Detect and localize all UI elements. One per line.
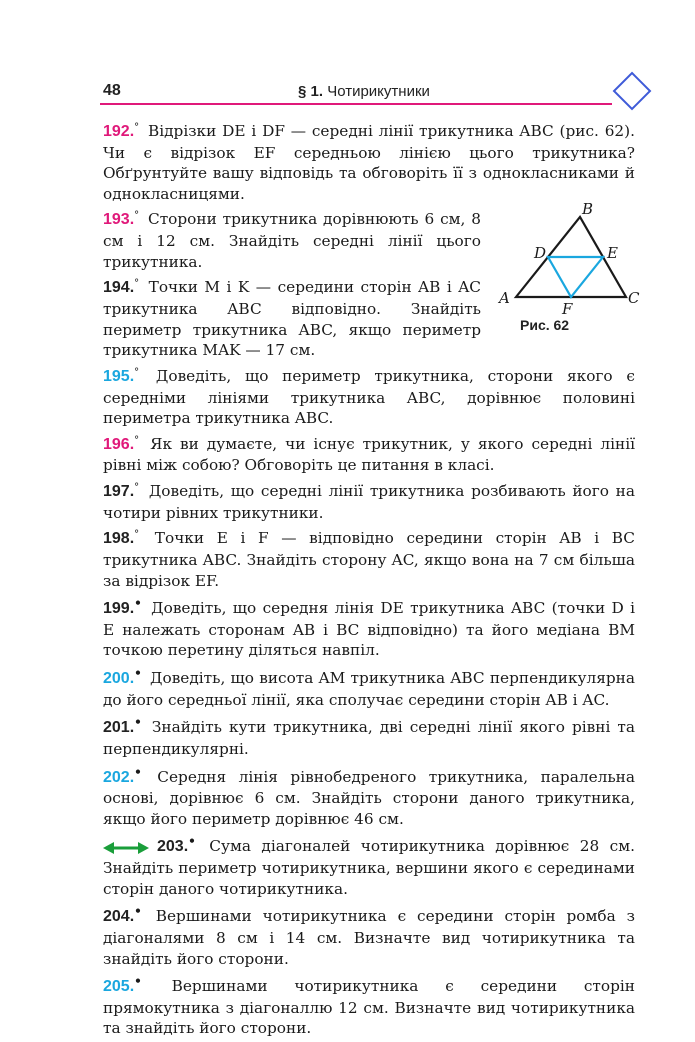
exercise-text: Знайдіть кути трикутника, дві середні лінії якого рівні та перпендикулярні. bbox=[103, 718, 635, 758]
label-d: D bbox=[534, 244, 547, 262]
difficulty-mark: ° bbox=[134, 122, 140, 133]
difficulty-mark: • bbox=[134, 715, 142, 730]
exercise-text: Доведіть, що висота AM трикутника ABC перпендикулярна до його середньої лінії, яка сполучає середини сторін AB і AC. bbox=[103, 669, 635, 709]
exercise-text: Середня лінія рівнобедреного трикутника, паралельна основі, дорівнює 6 см. Знайдіть сторони даного трикутника, якщо його периметр дорівнює 46 см. bbox=[103, 767, 635, 828]
exercise-number: 203. bbox=[157, 838, 189, 856]
exercise-number: 205. bbox=[103, 978, 135, 996]
difficulty-mark: ° bbox=[134, 366, 140, 378]
exercise-number: 197. bbox=[103, 483, 135, 501]
label-e: E bbox=[607, 244, 618, 262]
exercise-text: Як ви думаєте, чи існує трикутник, у якого середні лінії рівні між собою? Обговоріть це питання в класі. bbox=[103, 434, 635, 475]
exercise-204 bbox=[103, 901, 635, 969]
exercise-203 bbox=[103, 831, 635, 899]
difficulty-mark: • bbox=[134, 666, 142, 680]
difficulty-mark: ° bbox=[134, 481, 140, 493]
exercise-number: 198. bbox=[103, 530, 135, 548]
difficulty-mark: • bbox=[188, 834, 196, 849]
exercise-number: 202. bbox=[103, 768, 135, 786]
label-c: C bbox=[628, 289, 640, 307]
double-arrow-icon bbox=[103, 841, 149, 855]
section-title bbox=[298, 83, 430, 100]
exercise-number: 201. bbox=[103, 719, 135, 737]
exercise-number: 195. bbox=[103, 367, 135, 385]
page-header bbox=[0, 0, 695, 110]
exercise-text: Вершинами чотирикутника є середини сторін ромба з діагоналями 8 см і 14 см. Визначте вид чотирикутника та знайдіть його сторони. bbox=[103, 907, 635, 968]
diamond-icon bbox=[612, 71, 652, 111]
exercise-number: 200. bbox=[103, 670, 135, 688]
difficulty-mark: ° bbox=[134, 278, 140, 290]
exercise-193 bbox=[103, 206, 481, 272]
difficulty-mark: • bbox=[134, 974, 142, 989]
exercise-205 bbox=[103, 971, 635, 1039]
exercise-number: 204. bbox=[103, 908, 135, 926]
exercise-text: Сторони трикутника дорівнюють 6 см, 8 см і 12 см. Знайдіть середні лінії цього трикутника. bbox=[103, 210, 481, 271]
exercise-number: 196. bbox=[103, 435, 135, 453]
exercise-number: 199. bbox=[103, 600, 135, 618]
label-b: B bbox=[582, 200, 594, 218]
exercise-199 bbox=[103, 593, 635, 661]
page-number: 48 bbox=[103, 82, 121, 99]
difficulty-mark: • bbox=[134, 904, 142, 919]
exercise-text: Доведіть, що середні лінії трикутника розбивають його на чотири рівних трикутники. bbox=[103, 482, 635, 522]
exercise-196 bbox=[103, 431, 635, 476]
section-mark: § 1. bbox=[298, 83, 324, 100]
label-a: A bbox=[499, 289, 510, 307]
exercise-text: Точки M і K — середини сторін AB і AC трикутника ABC відповідно. Знайдіть периметр трикутника ABC, якщо периметр трикутника MAK — 17 см. bbox=[103, 278, 481, 360]
exercise-text: Вершинами чотирикутника є середини сторін прямокутника з діагоналлю 12 см. Визначте вид чотирикутника та знайдіть його сторони. bbox=[103, 977, 635, 1038]
difficulty-mark: ° bbox=[134, 210, 140, 222]
exercise-text: Доведіть, що середня лінія DE трикутника ABC (точки D і E належать сторонам AB і BC відповідно) та його медіана BM точкою перетину діляться навпіл. bbox=[103, 599, 635, 660]
exercise-text: Доведіть, що периметр трикутника, сторони якого є середніми лініями трикутника ABC, дорівнює половині периметра трикутника ABC. bbox=[103, 366, 635, 428]
figure-caption: Рис. 62 bbox=[520, 317, 570, 333]
exercise-198 bbox=[103, 525, 635, 591]
difficulty-mark: ° bbox=[134, 434, 140, 446]
difficulty-mark: • bbox=[134, 596, 142, 611]
section-title-text: Чотирикутники bbox=[327, 83, 430, 100]
header-rule bbox=[100, 103, 612, 105]
exercise-194 bbox=[103, 274, 481, 360]
exercise-text: Точки E і F — відповідно середини сторін AB і BC трикутника ABC. Знайдіть сторону AC, якщо вона на 7 см більша за відрізок EF. bbox=[103, 529, 635, 590]
difficulty-mark: ° bbox=[134, 529, 140, 541]
exercise-number: 193. bbox=[103, 211, 135, 229]
midline-triangle-def bbox=[548, 257, 603, 297]
exercise-number: 192. bbox=[103, 123, 135, 141]
exercise-text: Сума діагоналей чотирикутника дорівнює 28 см. Знайдіть периметр чотирикутника, вершини якого є серединами сторін даного чотирикутника. bbox=[103, 837, 635, 898]
exercise-195 bbox=[103, 363, 635, 429]
exercise-197 bbox=[103, 478, 635, 523]
label-f: F bbox=[562, 300, 573, 318]
exercise-201 bbox=[103, 712, 635, 759]
difficulty-mark: • bbox=[134, 764, 142, 779]
exercise-202 bbox=[103, 762, 635, 830]
exercise-200 bbox=[103, 663, 635, 710]
exercise-number: 194. bbox=[103, 279, 135, 297]
exercise-text: Відрізки DE і DF — середні лінії трикутника ABC (рис. 62). Чи є відрізок EF середньою лінією цього трикутника? Обґрунтуйте вашу відповідь та обговоріть її з однокласниками й однокласницями. bbox=[103, 122, 635, 203]
